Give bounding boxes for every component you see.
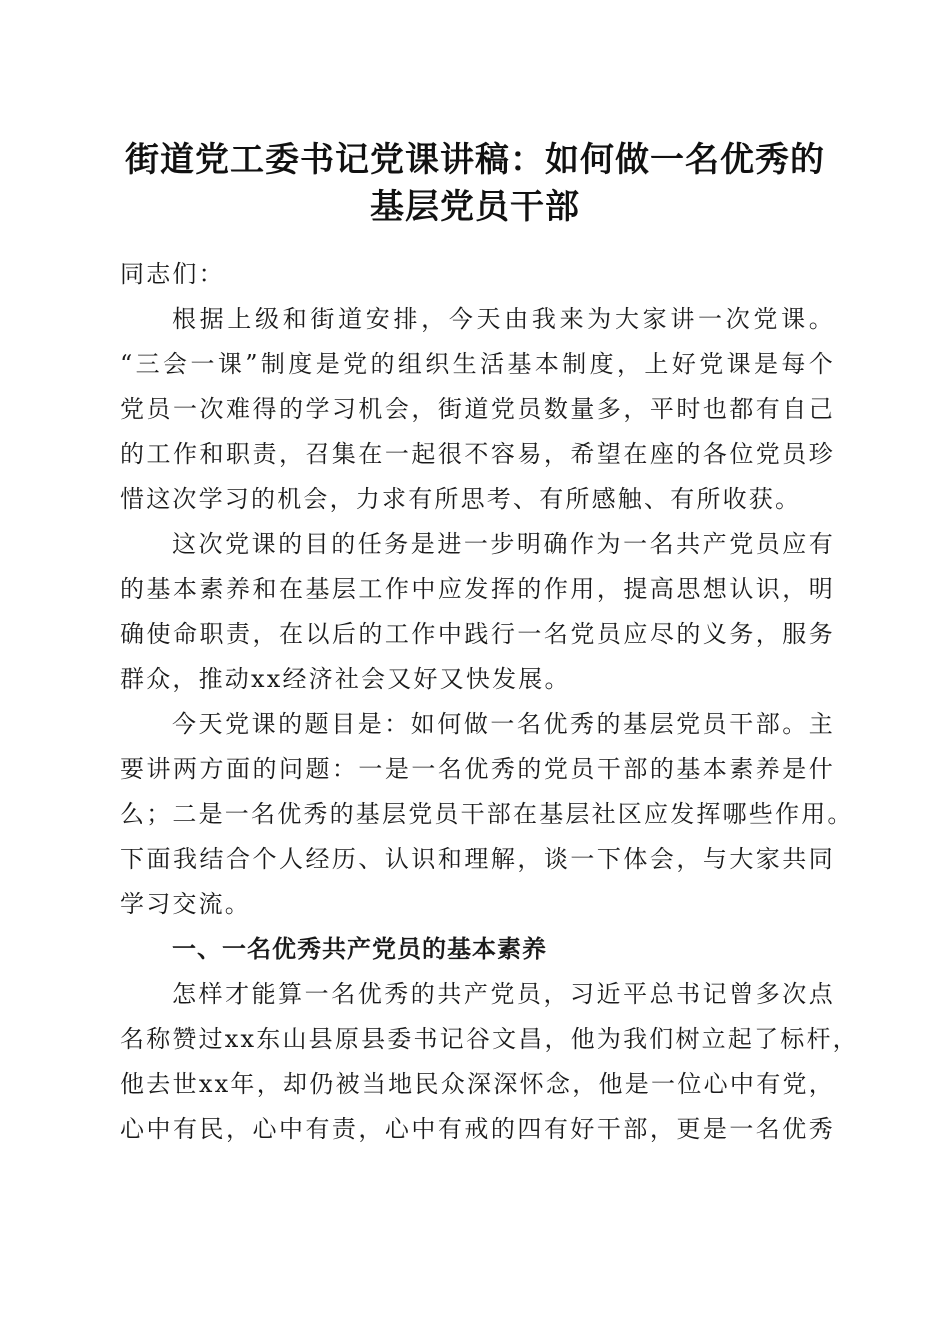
- paragraph-2: [120, 522, 835, 702]
- section-heading: 一、一名优秀共产党员的基本素养: [172, 935, 547, 963]
- document-title-line-2: 基层党员干部: [370, 187, 580, 227]
- document-title-line-1: 街道党工委书记党课讲稿：如何做一名优秀的: [125, 140, 825, 180]
- paragraph-line: 他去世xx年，却仍被当地民众深深怀念，他是一位心中有党，: [120, 1070, 835, 1098]
- paragraph-line: 下面我结合个人经历、认识和理解，谈一下体会，与大家共同: [120, 845, 835, 873]
- paragraph-line: 要讲两方面的问题：一是一名优秀的党员干部的基本素养是什: [120, 755, 835, 783]
- paragraph-line: 党员一次难得的学习机会，街道党员数量多，平时也都有自己: [120, 395, 835, 423]
- paragraph-line: 今天党课的题目是：如何做一名优秀的基层党员干部。主: [172, 710, 835, 738]
- paragraph-line: 心中有民，心中有责，心中有戒的四有好干部，更是一名优秀: [120, 1115, 835, 1143]
- paragraph-line: “三会一课”制度是党的组织生活基本制度，上好党课是每个: [120, 350, 835, 378]
- paragraph-line: 确使命职责，在以后的工作中践行一名党员应尽的义务，服务: [120, 620, 835, 648]
- paragraph-line: 这次党课的目的任务是进一步明确作为一名共产党员应有: [172, 530, 835, 558]
- paragraph-line: 么；二是一名优秀的基层党员干部在基层社区应发挥哪些作用。: [120, 800, 854, 828]
- paragraph-line: 群众，推动xx经济社会又好又快发展。: [120, 665, 571, 693]
- document-body: [120, 252, 859, 1152]
- paragraph-line: 学习交流。: [120, 890, 251, 918]
- paragraph-line: 名称赞过xx东山县原县委书记谷文昌，他为我们树立起了标杆，: [120, 1025, 859, 1053]
- paragraph-line: 的基本素养和在基层工作中应发挥的作用，提高思想认识，明: [120, 575, 835, 603]
- paragraph-4: [120, 972, 859, 1152]
- paragraph-3: [120, 702, 854, 927]
- paragraph-line: 根据上级和街道安排，今天由我来为大家讲一次党课。: [172, 305, 835, 333]
- paragraph-1: [120, 297, 835, 522]
- paragraph-line: 怎样才能算一名优秀的共产党员，习近平总书记曾多次点: [172, 980, 835, 1008]
- salutation: 同志们：: [120, 260, 225, 288]
- paragraph-line: 的工作和职责，召集在一起很不容易，希望在座的各位党员珍: [120, 440, 835, 468]
- paragraph-line: 惜这次学习的机会，力求有所思考、有所感触、有所收获。: [120, 485, 802, 513]
